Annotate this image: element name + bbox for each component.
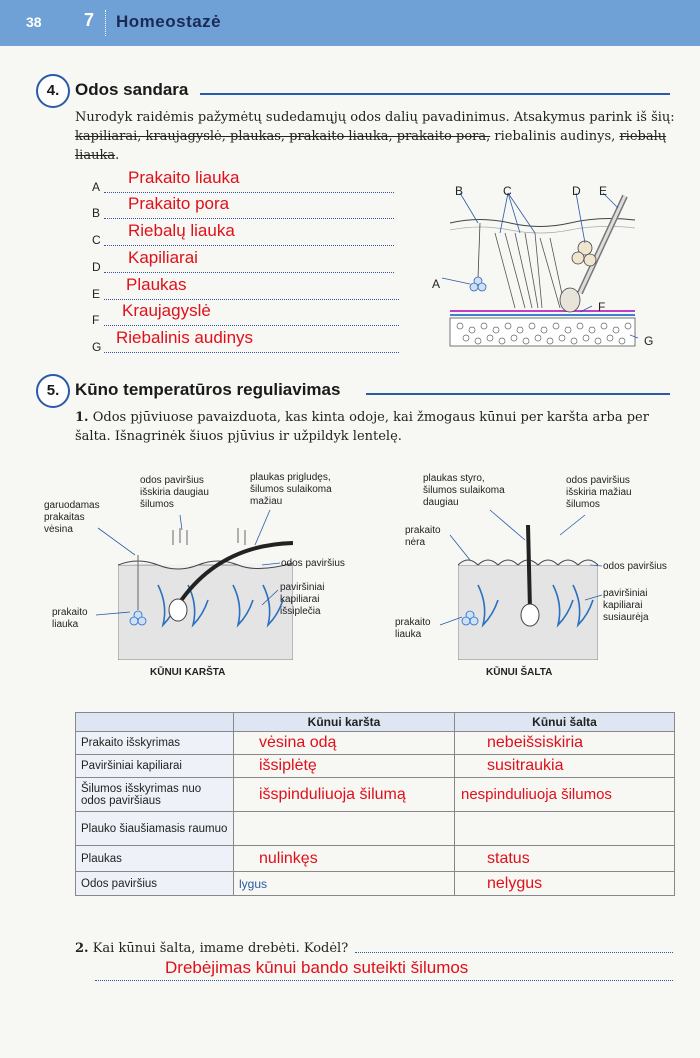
- table-cell-cold: status: [455, 846, 675, 872]
- skin-structure-diagram: [420, 178, 665, 358]
- page-number: 38: [26, 14, 42, 30]
- answer-text: Prakaito pora: [128, 194, 230, 213]
- answer-letter: C: [92, 233, 101, 247]
- diagram-label-e: E: [599, 184, 608, 198]
- answer-text: Riebalų liauka: [128, 221, 235, 240]
- table-cell-cold: susitraukia: [455, 755, 675, 778]
- options-struck-2: riebalų liauka: [75, 129, 667, 163]
- table-row: [76, 755, 675, 778]
- answer-dotted-line: [104, 299, 399, 300]
- hot-label-sweat-cools: garuodamas prakaitas vėsina: [44, 500, 100, 535]
- table-row: [76, 732, 675, 755]
- table-row: [76, 812, 675, 846]
- table-cell-cold: [455, 812, 675, 846]
- cold-skin-diagram: [458, 525, 598, 660]
- section-4-title: Odos sandara: [75, 80, 189, 99]
- q1-text: Odos pjūviuose pavaizduota, kas kinta odoje, kai žmogaus kūnui per karšta arba per šalta. Išnagrinėk šiuos pjūvius ir užpildyk lentelę.: [75, 410, 649, 444]
- table-header-hot: Kūnui karšta: [234, 713, 455, 732]
- q2-dotted-line-1: [355, 952, 673, 953]
- diagram-label-a: A: [432, 277, 441, 291]
- table-row-label: Prakaito išskyrimas: [76, 732, 234, 755]
- table-row-label: Plauko šiaušiamasis raumuo: [76, 812, 234, 846]
- answer-dotted-line: [104, 325, 399, 326]
- table-row-label: Plaukas: [76, 846, 234, 872]
- table-header-row: [76, 713, 675, 732]
- header-divider: [105, 10, 107, 36]
- hot-label-sweat-gland: prakaito liauka: [52, 607, 88, 630]
- table-cell-hot: nulinkęs: [234, 846, 455, 872]
- answer-text: Kraujagyslė: [122, 301, 211, 320]
- table-cell-hot: išsiplėtę: [234, 755, 455, 778]
- answer-letter: B: [92, 206, 101, 220]
- table-cell-cold: nebeišsiskiria: [455, 732, 675, 755]
- question-1: [75, 408, 680, 446]
- answer-dotted-line: [104, 245, 394, 246]
- diagram-label-d: D: [572, 184, 581, 198]
- cold-label-hair-up: plaukas styro, šilumos sulaikoma daugiau: [423, 473, 505, 508]
- chapter-title: Homeostazė: [116, 12, 222, 31]
- hot-skin-diagram: [118, 525, 293, 660]
- q1-number: 1.: [75, 410, 89, 425]
- answer-letter: D: [92, 260, 101, 274]
- answer-text: Riebalinis audinys: [116, 328, 254, 347]
- answer-text: Kapiliarai: [128, 248, 198, 267]
- diagram-label-f: F: [598, 300, 606, 314]
- chapter-number: 7: [84, 10, 95, 30]
- answer-dotted-line: [104, 192, 394, 193]
- hot-label-surface-radiates: odos paviršius išskiria daugiau šilumos: [140, 475, 209, 510]
- section-4-number: 4.: [36, 74, 70, 108]
- answer-dotted-line: [104, 218, 394, 219]
- answer-text: Plaukas: [126, 275, 187, 294]
- instruction-text: Nurodyk raidėmis pažymėtų sudedamųjų odos dalių pavadinimus. Atsakymus parink iš šių:: [75, 110, 675, 125]
- q2-number: 2.: [75, 941, 89, 956]
- diagram-label-g: G: [644, 334, 654, 348]
- table-row-label: Odos paviršius: [76, 872, 234, 896]
- section-5-number: 5.: [36, 374, 70, 408]
- cold-label-surface-less: odos paviršius išskiria mažiau šilumos: [566, 475, 632, 510]
- table-cell-cold: nelygus: [455, 872, 675, 896]
- answer-dotted-line: [104, 352, 399, 353]
- cold-caption: KŪNUI ŠALTA: [486, 667, 553, 678]
- table-cell-hot: vėsina odą: [234, 732, 455, 755]
- cold-label-sweat-gland: prakaito liauka: [395, 617, 431, 640]
- q2-text: Kai kūnui šalta, imame drebėti. Kodėl?: [92, 941, 349, 956]
- table-cell-cold: nespinduliuoja šilumos: [455, 778, 675, 812]
- options-struck: kapiliarai, kraujagyslė, plaukas, prakaito liauka, prakaito pora,: [75, 129, 491, 144]
- temperature-table: [75, 712, 675, 896]
- options-plain: riebalinis audinys,: [490, 129, 620, 144]
- hot-label-skin-surface: odos paviršius: [281, 558, 345, 569]
- q2-dotted-line-2: [95, 980, 673, 981]
- cold-label-capillaries: paviršiniai kapiliarai susiaurėja: [603, 588, 649, 623]
- section-5-title: Kūno temperatūros reguliavimas: [75, 380, 341, 399]
- diagram-label-b: B: [455, 184, 464, 198]
- answer-letter: A: [92, 180, 101, 194]
- section-4-rule: [200, 93, 670, 95]
- table-row-label: Paviršiniai kapiliarai: [76, 755, 234, 778]
- cold-label-skin-surface: odos paviršius: [603, 561, 667, 572]
- hot-caption: KŪNUI KARŠTA: [150, 667, 226, 678]
- hot-label-hair-flat: plaukas prigludęs, šilumos sulaikoma mažiau: [250, 472, 332, 507]
- table-header-cold: Kūnui šalta: [455, 713, 675, 732]
- table-cell-hot: [234, 812, 455, 846]
- table-row: [76, 872, 675, 896]
- section-4-instruction: [75, 108, 675, 165]
- section-5-rule: [366, 393, 670, 395]
- answer-text: Prakaito liauka: [128, 168, 240, 187]
- table-cell-hot: lygus: [234, 872, 455, 896]
- answer-letter: E: [92, 287, 101, 301]
- table-cell-hot: išspinduliuoja šilumą: [234, 778, 455, 812]
- table-body: [76, 732, 675, 896]
- table-header-empty: [76, 713, 234, 732]
- answer-dotted-line: [104, 272, 394, 273]
- table-row-label: Šilumos išskyrimas nuo odos paviršiaus: [76, 778, 234, 812]
- question-2: [75, 939, 348, 958]
- table-row: [76, 846, 675, 872]
- hot-label-capillaries: paviršiniai kapiliarai išsiplečia: [280, 582, 325, 617]
- answer-letter: F: [92, 313, 100, 327]
- cold-label-no-sweat: prakaito nėra: [405, 525, 441, 548]
- table-row: [76, 778, 675, 812]
- answer-letter: G: [92, 340, 102, 354]
- q2-answer: Drebėjimas kūnui bando suteikti šilumos: [165, 958, 469, 977]
- options-end: .: [115, 148, 120, 163]
- diagram-label-c: C: [503, 184, 512, 198]
- page-header: [0, 0, 700, 46]
